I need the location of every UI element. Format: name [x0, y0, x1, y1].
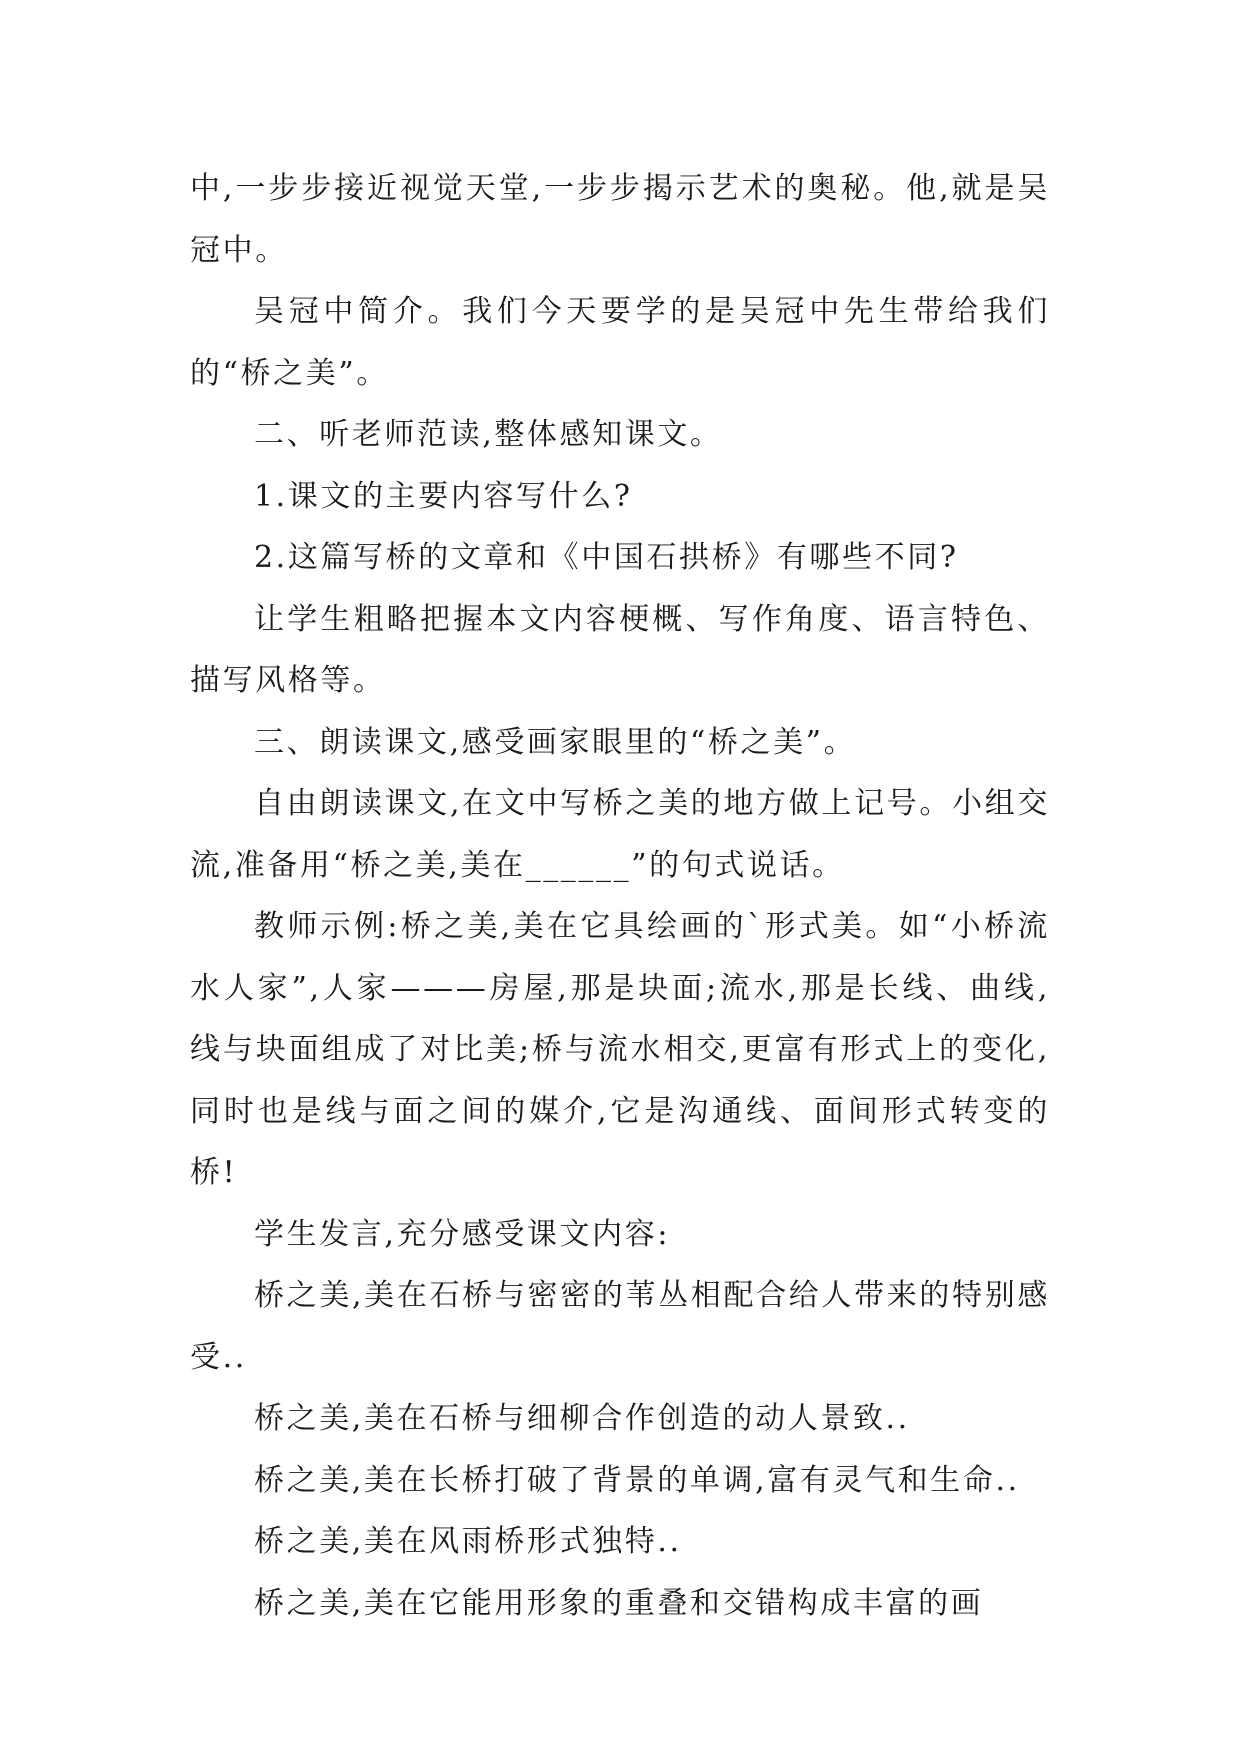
question-2: 2.这篇写桥的文章和《中国石拱桥》有哪些不同? — [254, 540, 959, 575]
list-item: 桥之美,美在它能用形象的重叠和交错构成丰富的画 — [254, 1585, 984, 1621]
list-item: 桥之美,美在石桥与细柳合作创造的动人景致.. — [254, 1401, 910, 1436]
question-1: 1.课文的主要内容写什么? — [254, 478, 633, 514]
section-heading-listen: 二、听老师范读,整体感知课文。 — [254, 417, 723, 452]
paragraph-free-reading: 自由朗读课文,在文中写桥之美的地方做上记号。小组交流,准备用“桥之美,美在______”的句式说话。 — [190, 786, 1050, 883]
list-item: 桥之美,美在风雨桥形式独特.. — [254, 1524, 682, 1559]
list-item: 桥之美,美在石桥与密密的苇丛相配合给人带来的特别感受.. — [190, 1278, 1050, 1375]
paragraph-student-speech: 学生发言,充分感受课文内容: — [254, 1216, 671, 1252]
paragraph-continuation: 中,一步步接近视觉天堂,一步步揭示艺术的奥秘。他,就是吴冠中。 — [190, 171, 1050, 268]
paragraph-teacher-example: 教师示例:桥之美,美在它具绘画的`形式美。如“小桥流水人家”,人家———房屋,那是块面;流水,那是长线、曲线,线与块面组成了对比美;桥与流水相交,更富有形式上的变化,同时也是线与面之间的媒介,它是沟通线、面间形式转变的桥! — [190, 909, 1050, 1190]
paragraph-grasp-content: 让学生粗略把握本文内容梗概、写作角度、语言特色、描写风格等。 — [190, 601, 1050, 698]
document-body — [190, 158, 1050, 1634]
list-item: 桥之美,美在长桥打破了背景的单调,富有灵气和生命.. — [254, 1462, 1020, 1498]
paragraph-author-intro: 吴冠中简介。我们今天要学的是吴冠中先生带给我们的“桥之美”。 — [190, 294, 1050, 391]
section-heading-read: 三、朗读课文,感受画家眼里的“桥之美”。 — [254, 724, 857, 760]
